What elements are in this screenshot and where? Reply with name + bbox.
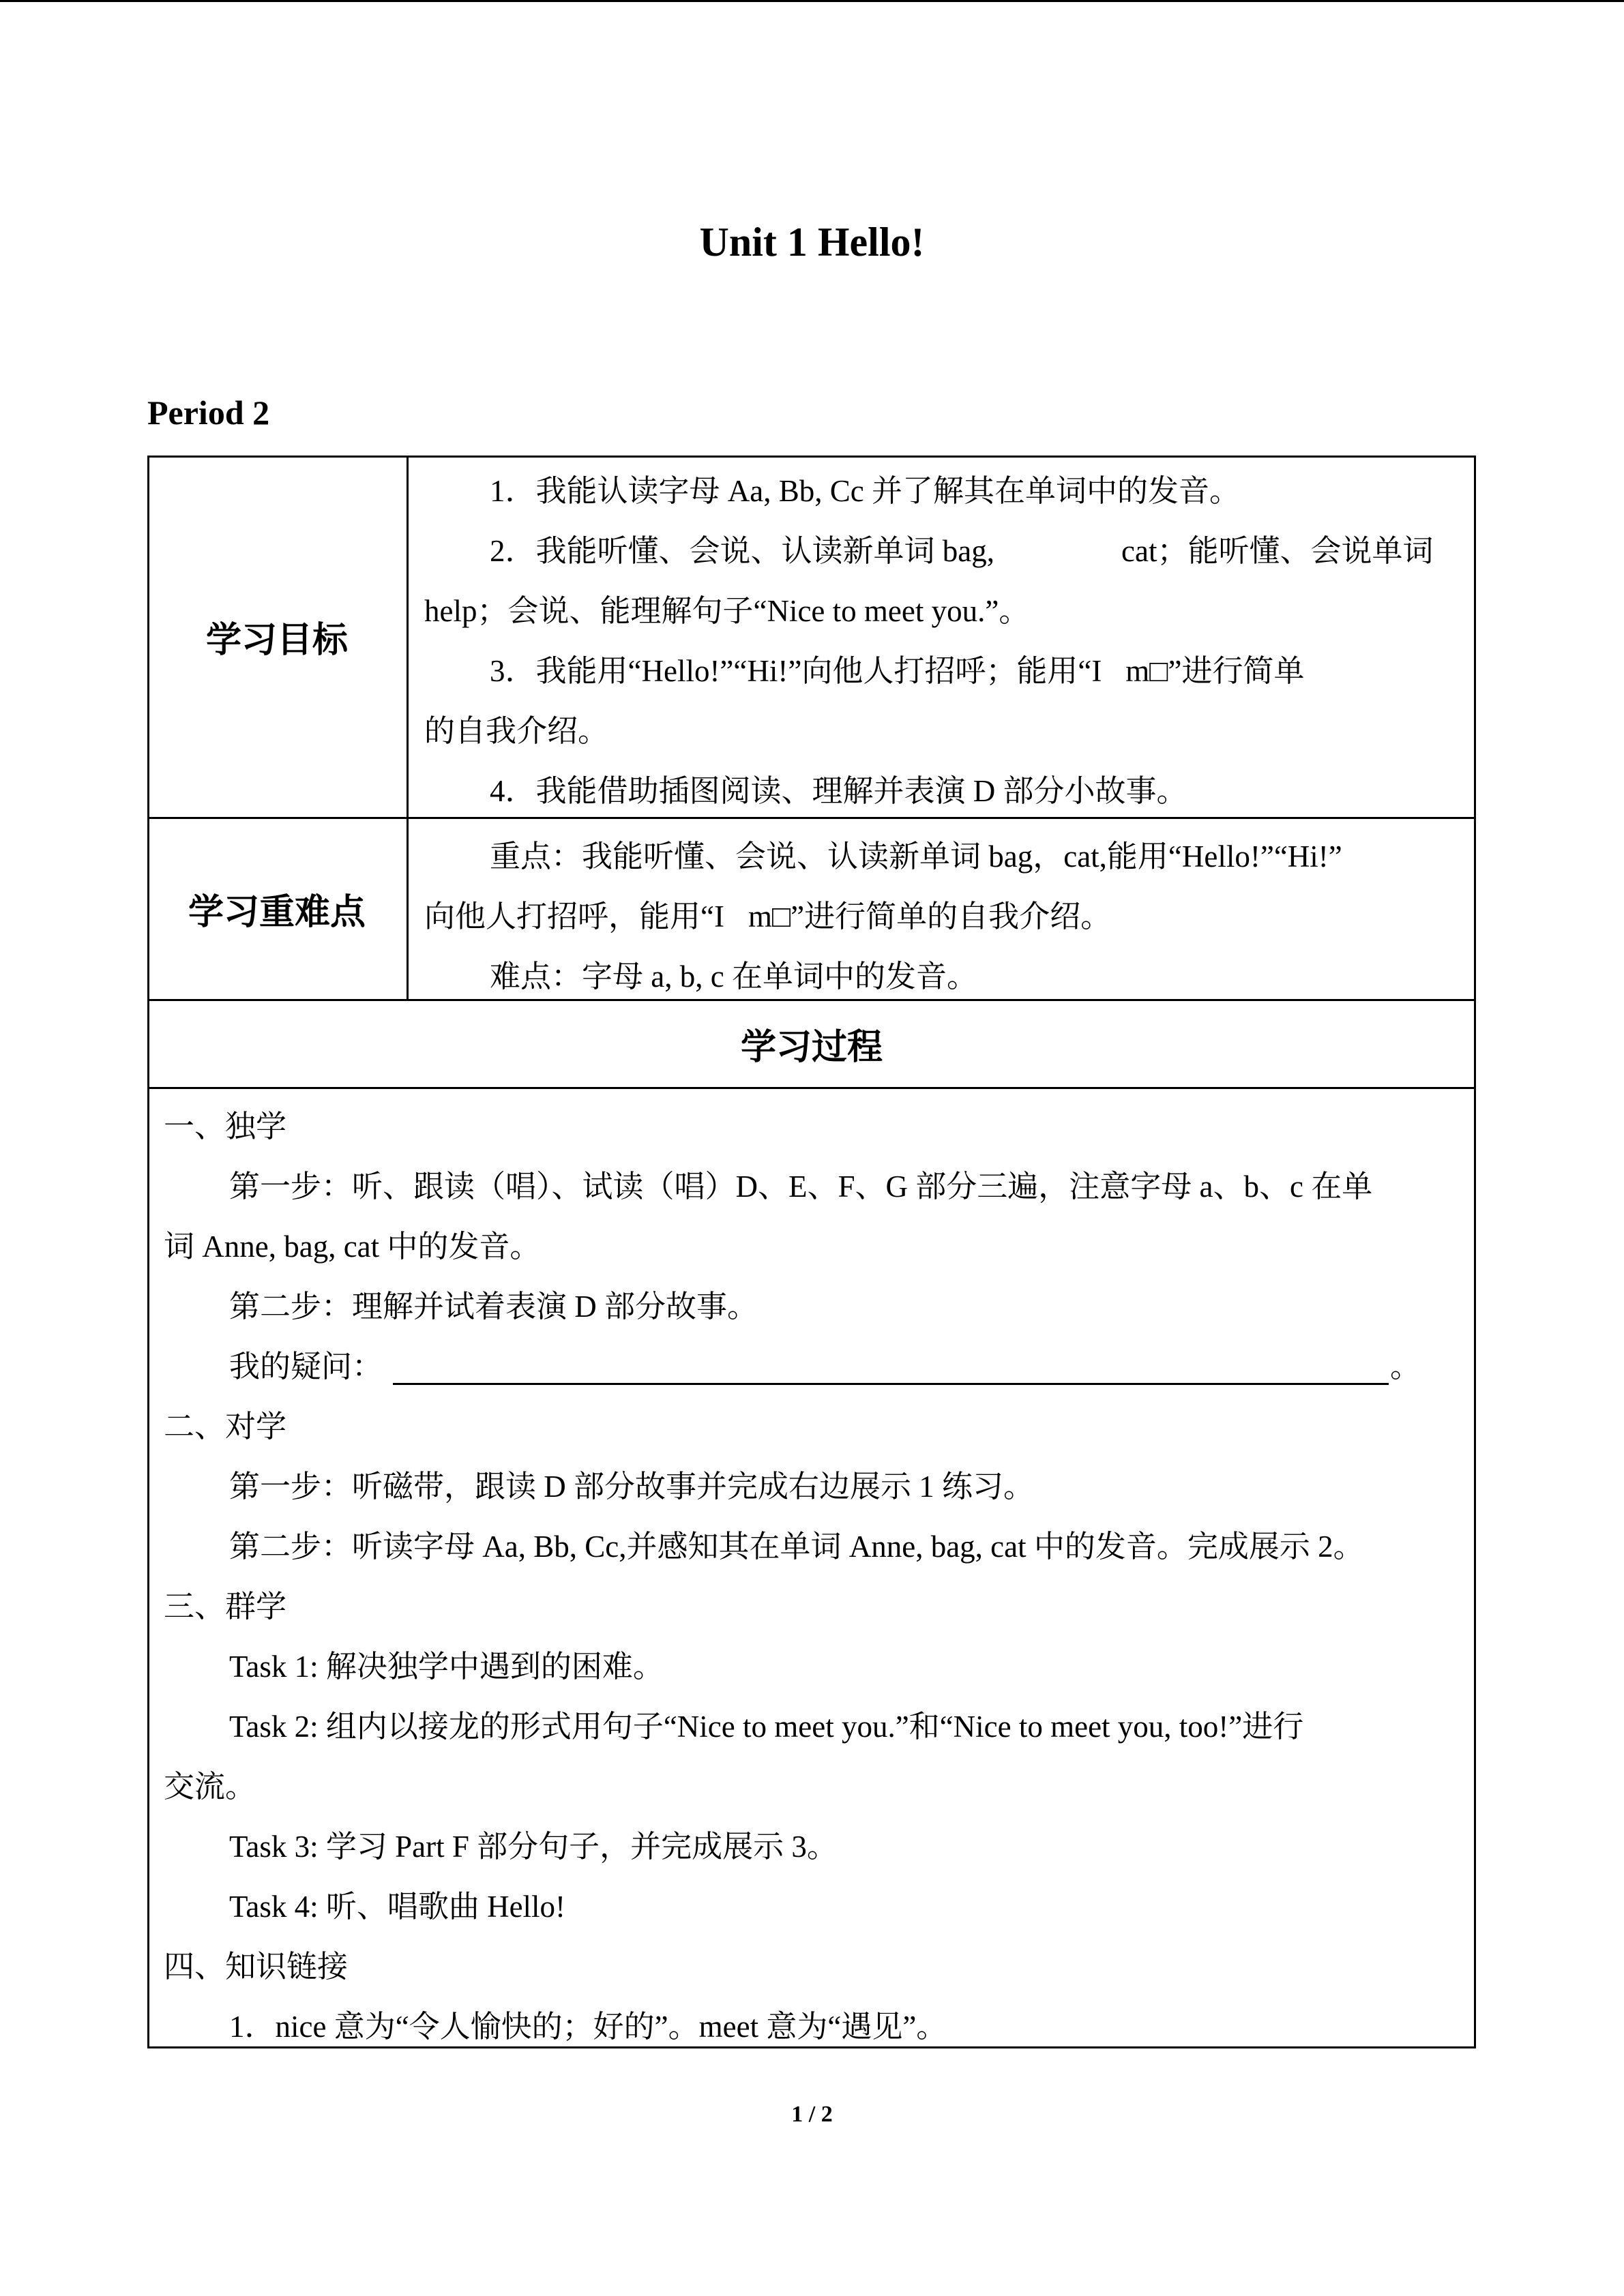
task-2: Task 2: 组内以接龙的形式用句子“Nice to meet you.”和“Nice to meet you, too!”进行 — [229, 1710, 1304, 1744]
key-point-line-1: 重点：我能听懂、会说、认读新单词 bag，cat,能用“Hello!”“Hi!” — [490, 839, 1342, 874]
goal-line-4: 3．我能用“Hello!”“Hi!”向他人打招呼；能用“I m□”进行简单 — [490, 654, 1305, 688]
page-title: Unit 1 Hello! — [699, 220, 925, 265]
section-pair: 二、对学 — [164, 1410, 287, 1444]
goal-line-5: 的自我介绍。 — [424, 714, 609, 748]
task-4: Task 4: 听、唱歌曲 Hello! — [229, 1890, 566, 1924]
row-divider-3 — [147, 1087, 1476, 1089]
goals-label: 学习目标 — [205, 619, 348, 661]
process-header: 学习过程 — [740, 1026, 883, 1068]
column-divider — [407, 456, 409, 1000]
goal-line-2a: 2．我能听懂、会说、认读新单词 bag, — [490, 534, 994, 568]
page-top-rule — [0, 0, 1624, 2]
key-points-label: 学习重难点 — [188, 891, 366, 933]
question-answer-line — [393, 1383, 1389, 1385]
question-end-mark: 。 — [1390, 1350, 1421, 1384]
section-knowledge: 四、知识链接 — [164, 1950, 349, 1984]
goal-line-1: 1．我能认读字母 Aa, Bb, Cc 并了解其在单词中的发音。 — [490, 474, 1240, 508]
period-heading: Period 2 — [147, 393, 270, 432]
goal-line-6: 4．我能借助插图阅读、理解并表演 D 部分小故事。 — [490, 774, 1187, 808]
section-group: 三、群学 — [164, 1590, 287, 1624]
question-label: 我的疑问： — [229, 1350, 383, 1384]
independent-step-1: 第一步：听、跟读（唱）、试读（唱）D、E、F、G 部分三遍，注意字母 a、b、c 在单 — [229, 1169, 1373, 1204]
pair-step-2: 第二步：听读字母 Aa, Bb, Cc,并感知其在单词 Anne, bag, cat 中的发音。完成展示 2。 — [229, 1530, 1364, 1564]
task-2-cont: 交流。 — [164, 1770, 256, 1804]
lesson-table — [147, 456, 1476, 2048]
section-independent: 一、独学 — [164, 1109, 287, 1144]
independent-step-1-cont: 词 Anne, bag, cat 中的发音。 — [164, 1229, 541, 1264]
knowledge-item-1: 1．nice 意为“令人愉快的；好的”。meet 意为“遇见”。 — [229, 2010, 947, 2044]
task-1: Task 1: 解决独学中遇到的困难。 — [229, 1650, 664, 1684]
goal-line-3: help；会说、能理解句子“Nice to meet you.”。 — [424, 594, 1030, 628]
page-number: 1 / 2 — [791, 2102, 833, 2127]
independent-step-2: 第二步：理解并试着表演 D 部分故事。 — [229, 1289, 758, 1324]
table-border-right — [1474, 456, 1476, 2048]
task-3: Task 3: 学习 Part F 部分句子，并完成展示 3。 — [229, 1830, 838, 1864]
pair-step-1: 第一步：听磁带，跟读 D 部分故事并完成右边展示 1 练习。 — [229, 1470, 1034, 1504]
key-point-line-3: 难点：字母 a, b, c 在单词中的发音。 — [490, 959, 977, 994]
goal-line-2b: cat；能听懂、会说单词 — [1121, 534, 1434, 568]
key-point-line-2: 向他人打招呼，能用“I m□”进行简单的自我介绍。 — [424, 899, 1112, 934]
